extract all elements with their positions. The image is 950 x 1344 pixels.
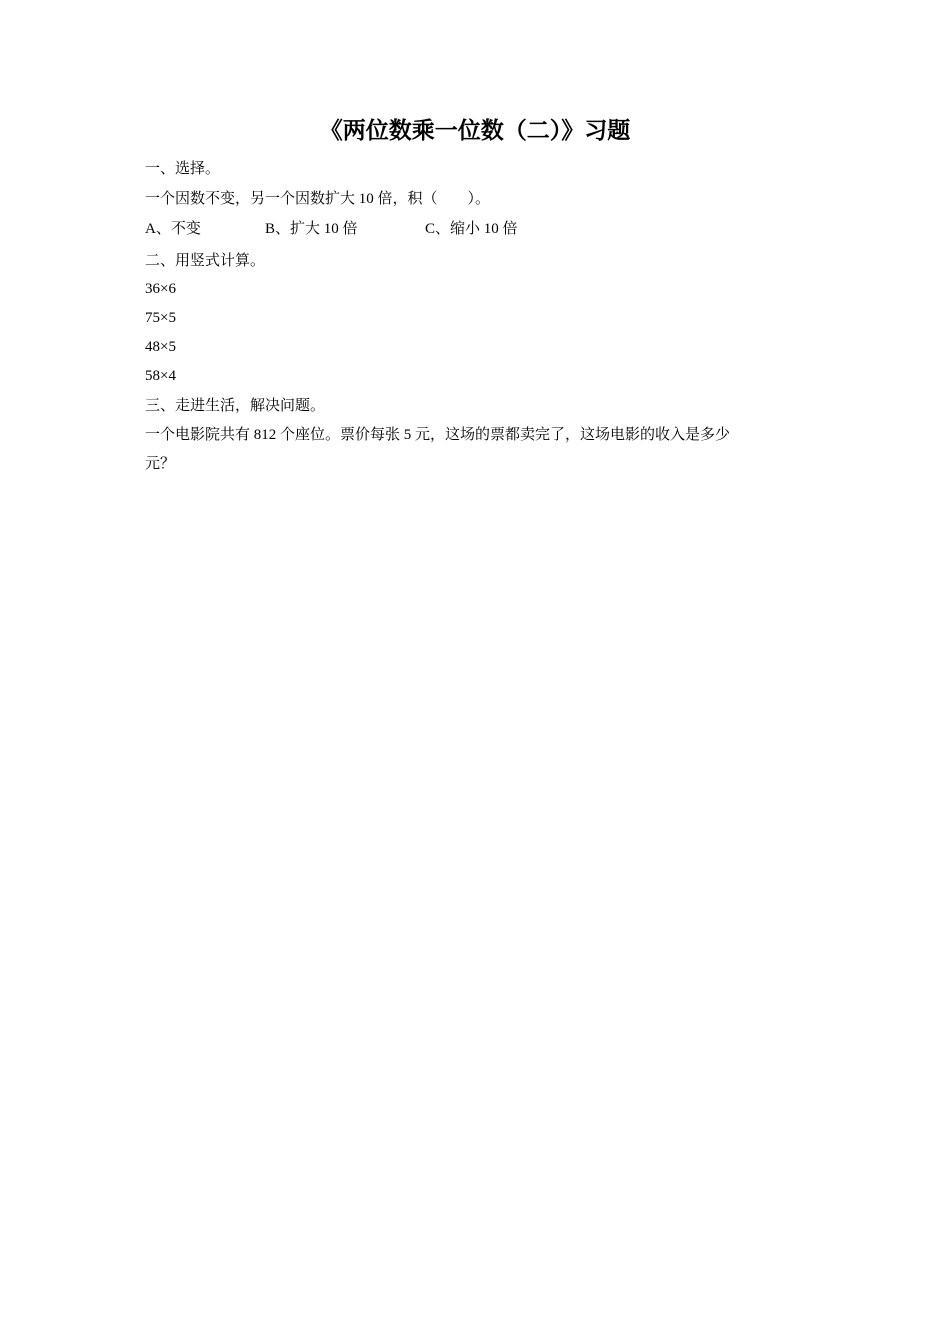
page-title: 《两位数乘一位数（二）》习题 <box>319 118 631 144</box>
calc-item-2: 75×5 <box>145 310 176 326</box>
choice-question: 一个因数不变，另一个因数扩大 10 倍，积（ ）。 <box>145 191 491 207</box>
calc-item-4: 58×4 <box>145 368 176 384</box>
word-problem-line-1: 一个电影院共有 812 个座位。票价每张 5 元，这场的票都卖完了，这场电影的收入是多少 <box>145 427 731 443</box>
calc-item-3: 48×5 <box>145 339 176 355</box>
section-2-heading: 二、用竖式计算。 <box>145 253 266 269</box>
section-3-heading: 三、走进生活，解决问题。 <box>145 398 326 414</box>
calc-item-1: 36×6 <box>145 281 176 297</box>
section-1-heading: 一、选择。 <box>145 161 221 177</box>
word-problem-line-2: 元？ <box>145 456 176 472</box>
option-b: B、扩大 10 倍 <box>265 221 358 237</box>
option-c: C、缩小 10 倍 <box>425 221 518 237</box>
option-a: A、不变 <box>145 221 201 237</box>
